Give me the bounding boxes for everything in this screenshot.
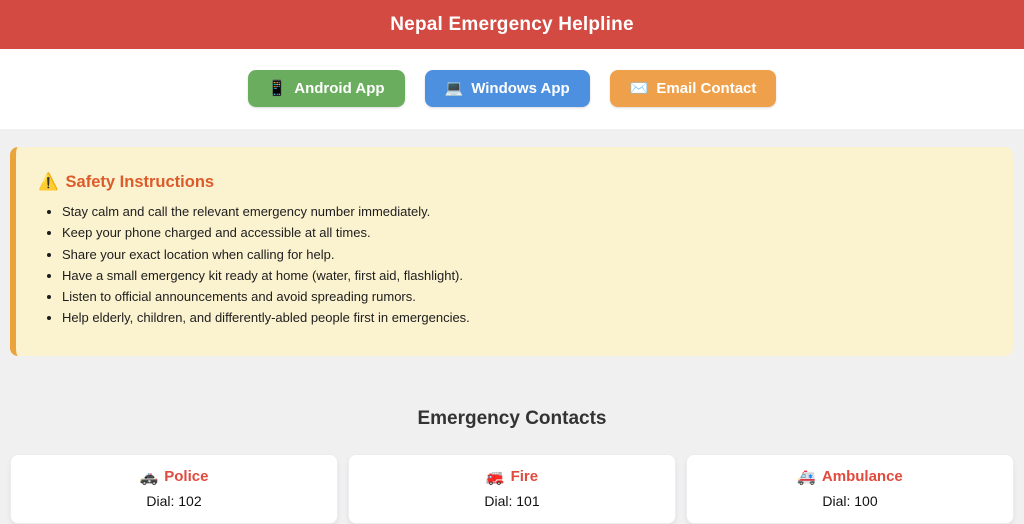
page-title: Nepal Emergency Helpline [390, 13, 634, 35]
laptop-icon: 💻 [444, 80, 464, 97]
envelope-icon: ✉️ [629, 80, 649, 97]
email-contact-button[interactable] [610, 70, 777, 107]
ambulance-card-title [697, 468, 1003, 486]
android-app-button-label: Android App [294, 80, 385, 97]
app-links-bar [0, 49, 1024, 129]
ambulance-card-name: Ambulance [821, 468, 903, 485]
safety-instructions-title-text: Safety Instructions [65, 173, 215, 191]
windows-app-button[interactable] [425, 70, 590, 107]
list-item: • Listen to official announcements and avoid spreading rumors. [62, 289, 989, 305]
list-item: • Help elderly, children, and differently-abled people first in emergencies. [62, 310, 989, 326]
android-app-button[interactable] [248, 70, 405, 107]
ambulance-icon: 🚑 [797, 468, 816, 486]
windows-app-button-label: Windows App [471, 80, 570, 97]
police-dial-number: Dial: 102 [146, 492, 202, 509]
list-item: • Keep your phone charged and accessible at all times. [62, 225, 989, 241]
fire-card-name: Fire [510, 468, 539, 485]
safety-instructions-panel [10, 147, 1013, 356]
list-item: • Have a small emergency kit ready at home (water, first aid, flashlight). [62, 268, 989, 284]
fire-dial-number: Dial: 101 [484, 492, 540, 509]
police-card-title [21, 468, 327, 486]
list-item: • Stay calm and call the relevant emergency number immediately. [62, 204, 989, 220]
fire-card-title [359, 468, 665, 486]
police-car-icon: 🚓 [139, 468, 159, 486]
warning-icon: ⚠️ [38, 173, 59, 191]
fire-truck-icon: 🚒 [485, 468, 505, 486]
police-card-name: Police [164, 468, 209, 485]
list-item: • Share your exact location when calling for help. [62, 247, 989, 263]
email-contact-button-label: Email Contact [656, 80, 757, 97]
safety-instructions-heading [38, 173, 989, 192]
ambulance-dial-number: Dial: 100 [822, 492, 878, 509]
emergency-contacts-heading: Emergency Contacts [417, 407, 607, 429]
mobile-phone-icon: 📱 [267, 80, 287, 97]
app-header [0, 0, 1024, 49]
safety-instructions-list [38, 204, 989, 327]
